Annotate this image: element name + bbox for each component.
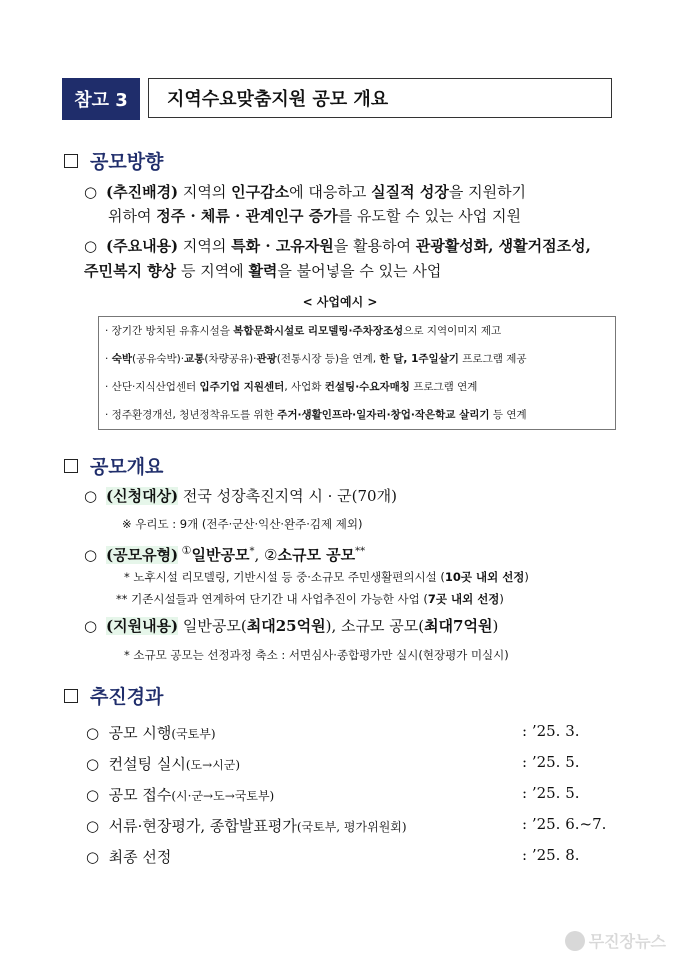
overview-bullet-target: ○ (신청대상) 전국 성장촉진지역 시 · 군(70개) bbox=[84, 487, 397, 505]
overview-type-note-1: * 노후시설 리모델링, 기반시설 등 중·소규모 주민생활편의시설 (10곳 내외 선정) bbox=[124, 570, 529, 584]
square-bullet-icon bbox=[64, 154, 78, 168]
section-title-overview: 공모개요 bbox=[64, 452, 163, 479]
timeline-date: : ’25. 3. bbox=[522, 722, 580, 740]
timeline-label: ○ 컨설팅 실시(도→시군) bbox=[86, 755, 241, 773]
direction-bullet-content-cont: 주민복지 향상 등 지역에 활력을 불어넣을 수 있는 사업 bbox=[84, 262, 442, 280]
overview-bullet-type: ○ (공모유형) ①일반공모*, ②소규모 공모** bbox=[84, 544, 366, 564]
timeline-label: ○ 서류·현장평가, 종합발표평가(국토부, 평가위원회) bbox=[86, 817, 407, 835]
timeline-date: : ’25. 5. bbox=[522, 784, 580, 802]
overview-type-note-2: ** 기존시설들과 연계하여 단기간 내 사업추진이 가능한 사업 (7곳 내외 선정) bbox=[116, 592, 504, 606]
header-badge: 참고 3 bbox=[62, 78, 140, 120]
timeline-label: ○ 공모 접수(시·군→도→국토부) bbox=[86, 786, 275, 804]
watermark-logo-icon bbox=[565, 931, 585, 951]
timeline-label: ○ 최종 선정 bbox=[86, 848, 172, 866]
overview-bullet-support: ○ (지원내용) 일반공모(최대25억원), 소규모 공모(최대7억원) bbox=[84, 617, 499, 635]
section-title-direction: 공모방향 bbox=[64, 147, 163, 174]
square-bullet-icon bbox=[64, 459, 78, 473]
timeline-date: : ’25. 6.~7. bbox=[522, 815, 607, 833]
direction-bullet-background-cont: 위하여 정주 · 체류 · 관계인구 증가를 유도할 수 있는 사업 지원 bbox=[108, 207, 521, 225]
overview-support-note: * 소규모 공모는 선정과정 축소 : 서면심사·종합평가만 실시(현장평가 미실시) bbox=[124, 648, 509, 662]
example-item: · 산단·지식산업센터 입주기업 지원센터, 사업화 컨설팅·수요자매칭 프로그램 연계 bbox=[105, 381, 478, 393]
overview-target-note: ※ 우리도 : 9개 (전주·군산·익산·완주·김제 제외) bbox=[122, 517, 363, 531]
timeline-date: : ’25. 5. bbox=[522, 753, 580, 771]
square-bullet-icon bbox=[64, 689, 78, 703]
header-title: 지역수요맞춤지원 공모 개요 bbox=[148, 78, 612, 118]
timeline-label: ○ 공모 시행(국토부) bbox=[86, 724, 216, 742]
example-item: · 정주환경개선, 청년정착유도를 위한 주거·생활인프라·일자리·창업·작은학교 살리기 등 연계 bbox=[105, 409, 527, 421]
section-title-progress: 추진경과 bbox=[64, 682, 163, 709]
example-item: · 장기간 방치된 유휴시설을 복합문화시설로 리모델링·주차장조성으로 지역이미지 제고 bbox=[105, 325, 502, 337]
watermark: 무진장뉴스 bbox=[565, 929, 666, 952]
example-box bbox=[98, 316, 616, 430]
timeline-date: : ’25. 8. bbox=[522, 846, 580, 864]
header bbox=[62, 78, 614, 120]
direction-bullet-content: ○ (주요내용) 지역의 특화 · 고유자원을 활용하여 관광활성화, 생활거점조성, bbox=[84, 237, 591, 255]
example-item: · 숙박(공유숙박)·교통(차량공유)·관광(전통시장 등)을 연계, 한 달, 1주일살기 프로그램 제공 bbox=[105, 353, 527, 365]
example-title: < 사업예시 > bbox=[302, 295, 378, 309]
direction-bullet-background: ○ (추진배경) 지역의 인구감소에 대응하고 실질적 성장을 지원하기 bbox=[84, 183, 527, 201]
